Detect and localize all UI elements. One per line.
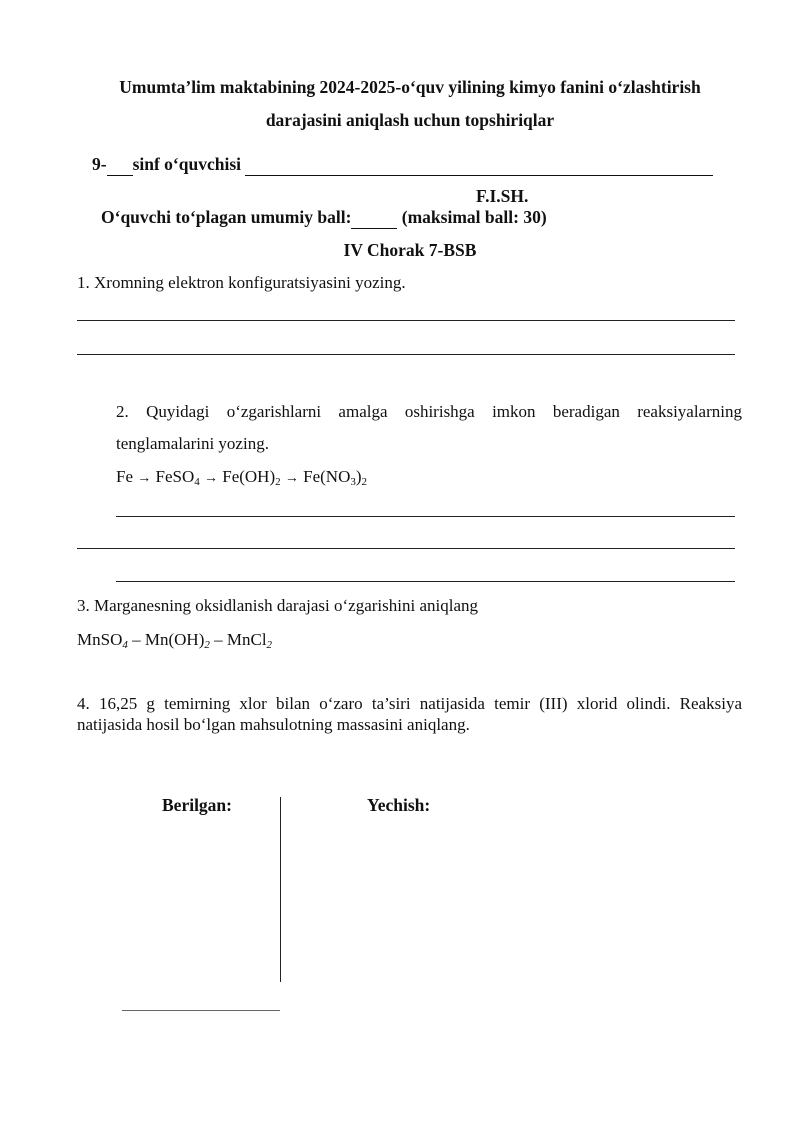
quarter-label: IV Chorak 7-BSB — [343, 240, 477, 260]
chain-feso4: FeSO$_4$ — [155, 467, 200, 488]
chain-dash: – — [132, 630, 141, 649]
student-line — [92, 154, 713, 176]
given-label: Berilgan: — [162, 795, 232, 815]
score-field[interactable] — [351, 207, 397, 229]
arrow-icon: → — [137, 471, 152, 486]
question-4-line-2: natijasida hosil bo‘lgan mahsulotning massasini aniqlang. — [77, 715, 470, 734]
answer-line[interactable] — [116, 581, 735, 582]
question-2-line-2: tenglamalarini yozing. — [116, 434, 269, 453]
chain-mncl2: MnCl$_2$ — [226, 630, 273, 651]
score-line — [101, 207, 547, 229]
chain-fe: Fe — [116, 467, 133, 486]
title-line-2: darajasini aniqlash uchun topshiriqlar — [265, 110, 555, 130]
answer-line[interactable] — [77, 354, 735, 355]
title-line-1: Umumta’lim maktabining 2024-2025-o‘quv yilining kimyo fanini o‘zlashtirish — [119, 77, 701, 97]
class-prefix: 9- — [92, 154, 107, 174]
chain-feoh2: $Fe(OH)_2$ — [222, 467, 281, 488]
answer-line[interactable] — [77, 548, 735, 549]
chain-mnoh2: $Mn(OH)_2$ — [144, 630, 210, 651]
question-2-reaction-chain — [116, 467, 367, 488]
arrow-icon: → — [284, 471, 299, 486]
question-1: 1. Xromning elektron konfiguratsiyasini yozing. — [77, 273, 406, 292]
answer-line[interactable] — [77, 320, 735, 321]
chain-mnso4: MnSO$_4$ — [77, 630, 128, 651]
score-max: (maksimal ball: 30) — [401, 207, 547, 227]
question-4-line-1: 4. 16,25 g temirning xlor bilan o‘zaro ta’siri natijasida temir (III) xlorid olindi. Reaksiya — [77, 694, 742, 713]
question-2-line-1: 2. Quyidagi o‘zgarishlarni amalga oshirishga imkon beradigan reaksiyalarning — [116, 402, 742, 421]
class-number-field[interactable] — [107, 154, 133, 176]
chain-dash: – — [214, 630, 223, 649]
given-solution-divider — [280, 797, 281, 982]
answer-line[interactable] — [116, 516, 735, 517]
class-suffix: sinf o‘quvchisi — [132, 154, 242, 174]
given-bottom-line — [122, 1010, 280, 1011]
student-name-field[interactable] — [245, 154, 713, 176]
question-3-chain — [77, 630, 272, 651]
question-3: 3. Marganesning oksidlanish darajasi o‘zgarishini aniqlang — [77, 596, 478, 615]
score-label: O‘quvchi to‘plagan umumiy ball: — [101, 207, 352, 227]
arrow-icon: → — [203, 471, 218, 486]
chain-feno32: $Fe(NO_3)_2$ — [303, 467, 368, 488]
fish-label: F.I.SH. — [476, 186, 529, 206]
solution-label: Yechish: — [367, 795, 431, 815]
